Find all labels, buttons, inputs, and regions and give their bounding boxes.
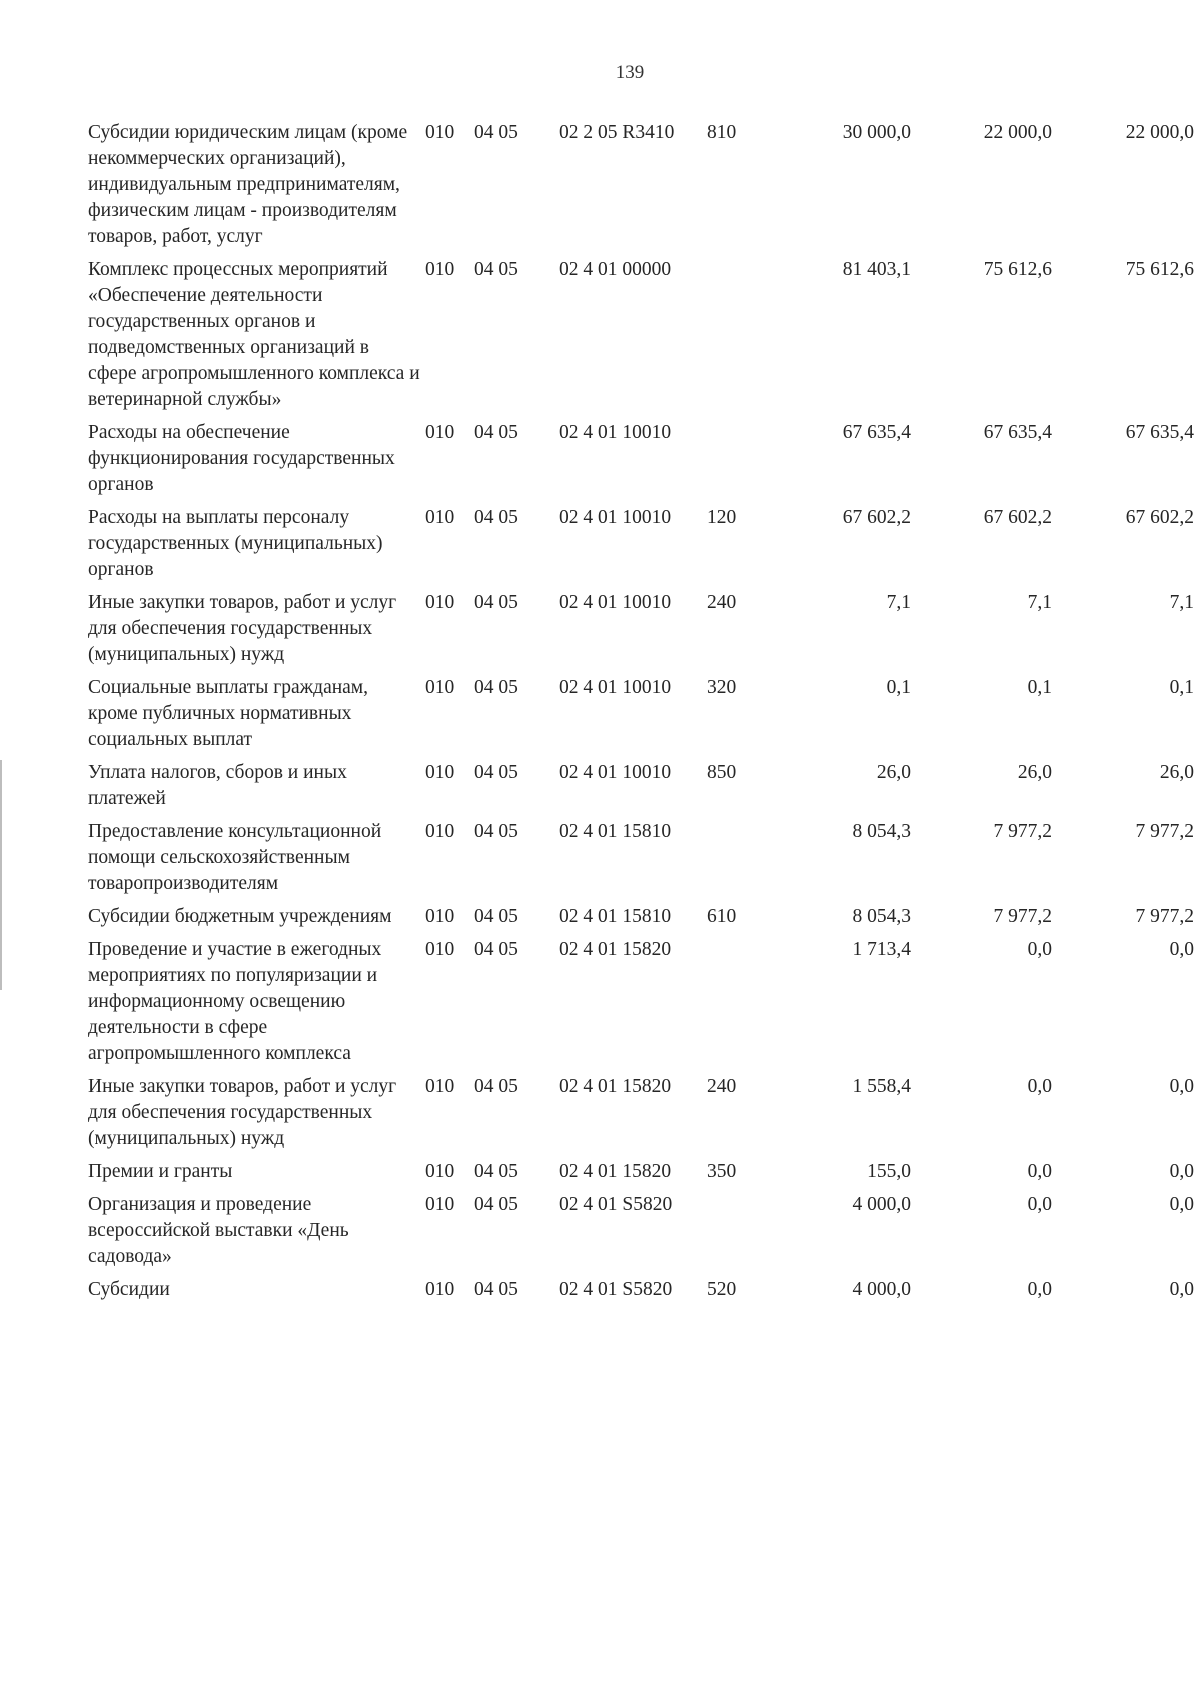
- row-name: Комплекс процессных мероприятий «Обеспечение деятельности государственных органов и подведомственных организаций в сфере агропромышленного комплекса и ветеринарной службы»: [88, 259, 420, 410]
- row-name: Иные закупки товаров, работ и услуг для обеспечения государственных (муниципальных) нужд: [88, 1076, 397, 1149]
- row-section-code: 04 05: [474, 122, 518, 143]
- table-row: [88, 675, 1194, 760]
- row-grbs-code: 010: [425, 821, 455, 842]
- row-name: Субсидии бюджетным учреждениям: [88, 906, 392, 927]
- table-row: [88, 590, 1194, 675]
- row-amount-year1: 67 635,4: [842, 422, 911, 443]
- row-expense-type: 240: [707, 1076, 737, 1097]
- row-section-code: 04 05: [474, 821, 518, 842]
- row-amount-year2: 0,0: [1027, 1279, 1052, 1300]
- row-amount-year2: 0,1: [1027, 677, 1052, 698]
- row-amount-year2: 0,0: [1027, 1194, 1052, 1215]
- row-amount-year2: 7,1: [1027, 592, 1052, 613]
- budget-table: [88, 120, 1194, 1310]
- row-target-code: 02 2 05 R3410: [559, 122, 675, 143]
- table-row: [88, 1159, 1194, 1192]
- row-grbs-code: 010: [425, 259, 455, 280]
- row-amount-year2: 0,0: [1027, 1161, 1052, 1182]
- row-section-code: 04 05: [474, 1076, 518, 1097]
- row-amount-year1: 155,0: [867, 1161, 911, 1182]
- table-body: [88, 120, 1194, 1310]
- row-name: Расходы на обеспечение функционирования государственных органов: [88, 422, 395, 495]
- row-name: Организация и проведение всероссийской выставки «День садовода»: [88, 1194, 349, 1267]
- row-amount-year3: 7 977,2: [1135, 821, 1194, 842]
- table-row: [88, 1192, 1194, 1277]
- row-amount-year1: 0,1: [886, 677, 911, 698]
- row-grbs-code: 010: [425, 592, 455, 613]
- row-name: Расходы на выплаты персоналу государственных (муниципальных) органов: [88, 507, 383, 580]
- row-target-code: 02 4 01 10010: [559, 762, 672, 783]
- row-grbs-code: 010: [425, 906, 455, 927]
- row-grbs-code: 010: [425, 762, 455, 783]
- row-grbs-code: 010: [425, 1076, 455, 1097]
- row-amount-year3: 26,0: [1159, 762, 1194, 783]
- page-number: 139: [615, 62, 645, 83]
- row-grbs-code: 010: [425, 1194, 455, 1215]
- row-grbs-code: 010: [425, 1161, 455, 1182]
- row-target-code: 02 4 01 10010: [559, 422, 672, 443]
- row-amount-year2: 7 977,2: [993, 906, 1052, 927]
- row-name: Предоставление консультационной помощи сельскохозяйственным товаропроизводителям: [88, 821, 382, 894]
- row-target-code: 02 4 01 15820: [559, 1161, 672, 1182]
- row-expense-type: [707, 1192, 769, 1277]
- row-grbs-code: 010: [425, 677, 455, 698]
- row-section-code: 04 05: [474, 422, 518, 443]
- row-target-code: 02 4 01 10010: [559, 507, 672, 528]
- row-amount-year1: 8 054,3: [852, 906, 911, 927]
- table-row: [88, 937, 1194, 1074]
- row-amount-year3: 0,0: [1169, 1076, 1194, 1097]
- row-expense-type: 850: [707, 762, 737, 783]
- table-row: [88, 420, 1194, 505]
- row-grbs-code: 010: [425, 422, 455, 443]
- row-section-code: 04 05: [474, 592, 518, 613]
- row-amount-year1: 8 054,3: [852, 821, 911, 842]
- row-name: Премии и гранты: [88, 1161, 233, 1182]
- row-section-code: 04 05: [474, 1279, 518, 1300]
- row-name: Социальные выплаты гражданам, кроме публичных нормативных социальных выплат: [88, 677, 369, 750]
- row-amount-year2: 26,0: [1017, 762, 1052, 783]
- row-amount-year3: 7 977,2: [1135, 906, 1194, 927]
- table-row: [88, 819, 1194, 904]
- row-amount-year3: 75 612,6: [1125, 259, 1194, 280]
- row-expense-type: 350: [707, 1161, 737, 1182]
- row-amount-year3: 7,1: [1169, 592, 1194, 613]
- row-amount-year1: 30 000,0: [842, 122, 911, 143]
- row-amount-year1: 4 000,0: [852, 1194, 911, 1215]
- row-section-code: 04 05: [474, 939, 518, 960]
- table-row: [88, 760, 1194, 819]
- row-target-code: 02 4 01 S5820: [559, 1279, 673, 1300]
- table-row: [88, 257, 1194, 420]
- row-target-code: 02 4 01 15810: [559, 906, 672, 927]
- row-section-code: 04 05: [474, 507, 518, 528]
- row-section-code: 04 05: [474, 906, 518, 927]
- row-expense-type: 240: [707, 592, 737, 613]
- table-row: [88, 1277, 1194, 1310]
- row-name: Иные закупки товаров, работ и услуг для обеспечения государственных (муниципальных) нужд: [88, 592, 397, 665]
- table-row: [88, 505, 1194, 590]
- row-grbs-code: 010: [425, 507, 455, 528]
- row-amount-year3: 0,0: [1169, 1279, 1194, 1300]
- row-amount-year3: 0,0: [1169, 1194, 1194, 1215]
- row-amount-year1: 81 403,1: [842, 259, 911, 280]
- row-amount-year3: 22 000,0: [1125, 122, 1194, 143]
- table-row: [88, 1074, 1194, 1159]
- row-grbs-code: 010: [425, 939, 455, 960]
- row-amount-year1: 4 000,0: [852, 1279, 911, 1300]
- row-expense-type: 610: [707, 906, 737, 927]
- row-section-code: 04 05: [474, 1194, 518, 1215]
- row-amount-year2: 67 635,4: [983, 422, 1052, 443]
- row-expense-type: 520: [707, 1279, 737, 1300]
- row-amount-year2: 22 000,0: [983, 122, 1052, 143]
- row-amount-year1: 67 602,2: [842, 507, 911, 528]
- row-amount-year3: 67 635,4: [1125, 422, 1194, 443]
- row-target-code: 02 4 01 10010: [559, 677, 672, 698]
- row-name: Уплата налогов, сборов и иных платежей: [88, 762, 347, 809]
- row-name: Проведение и участие в ежегодных мероприятиях по популяризации и информационному освещению деятельности в сфере агропромышленного комплекса: [88, 939, 382, 1064]
- row-section-code: 04 05: [474, 762, 518, 783]
- row-expense-type: [707, 937, 769, 1074]
- row-target-code: 02 4 01 15810: [559, 821, 672, 842]
- row-amount-year3: 0,0: [1169, 939, 1194, 960]
- row-name: Субсидии: [88, 1279, 170, 1300]
- row-amount-year2: 7 977,2: [993, 821, 1052, 842]
- row-target-code: 02 4 01 00000: [559, 259, 672, 280]
- row-amount-year1: 26,0: [876, 762, 911, 783]
- row-expense-type: 120: [707, 507, 737, 528]
- row-target-code: 02 4 01 15820: [559, 1076, 672, 1097]
- row-amount-year2: 0,0: [1027, 939, 1052, 960]
- row-expense-type: [707, 420, 769, 505]
- scan-edge-mark: [0, 760, 2, 990]
- row-target-code: 02 4 01 S5820: [559, 1194, 673, 1215]
- row-amount-year3: 0,0: [1169, 1161, 1194, 1182]
- row-expense-type: [707, 257, 769, 420]
- row-section-code: 04 05: [474, 1161, 518, 1182]
- row-expense-type: 810: [707, 122, 737, 143]
- row-amount-year3: 67 602,2: [1125, 507, 1194, 528]
- row-amount-year1: 1 713,4: [852, 939, 911, 960]
- row-section-code: 04 05: [474, 677, 518, 698]
- row-target-code: 02 4 01 15820: [559, 939, 672, 960]
- row-amount-year2: 67 602,2: [983, 507, 1052, 528]
- row-amount-year2: 75 612,6: [983, 259, 1052, 280]
- row-amount-year1: 7,1: [886, 592, 911, 613]
- table-row: [88, 120, 1194, 257]
- row-grbs-code: 010: [425, 1279, 455, 1300]
- row-expense-type: 320: [707, 677, 737, 698]
- row-target-code: 02 4 01 10010: [559, 592, 672, 613]
- row-amount-year1: 1 558,4: [852, 1076, 911, 1097]
- row-section-code: 04 05: [474, 259, 518, 280]
- row-name: Субсидии юридическим лицам (кроме некоммерческих организаций), индивидуальным предпринимателям, физическим лицам - производителям товаров, работ, услуг: [88, 122, 408, 247]
- row-expense-type: [707, 819, 769, 904]
- row-amount-year3: 0,1: [1169, 677, 1194, 698]
- table-row: [88, 904, 1194, 937]
- row-grbs-code: 010: [425, 122, 455, 143]
- row-amount-year2: 0,0: [1027, 1076, 1052, 1097]
